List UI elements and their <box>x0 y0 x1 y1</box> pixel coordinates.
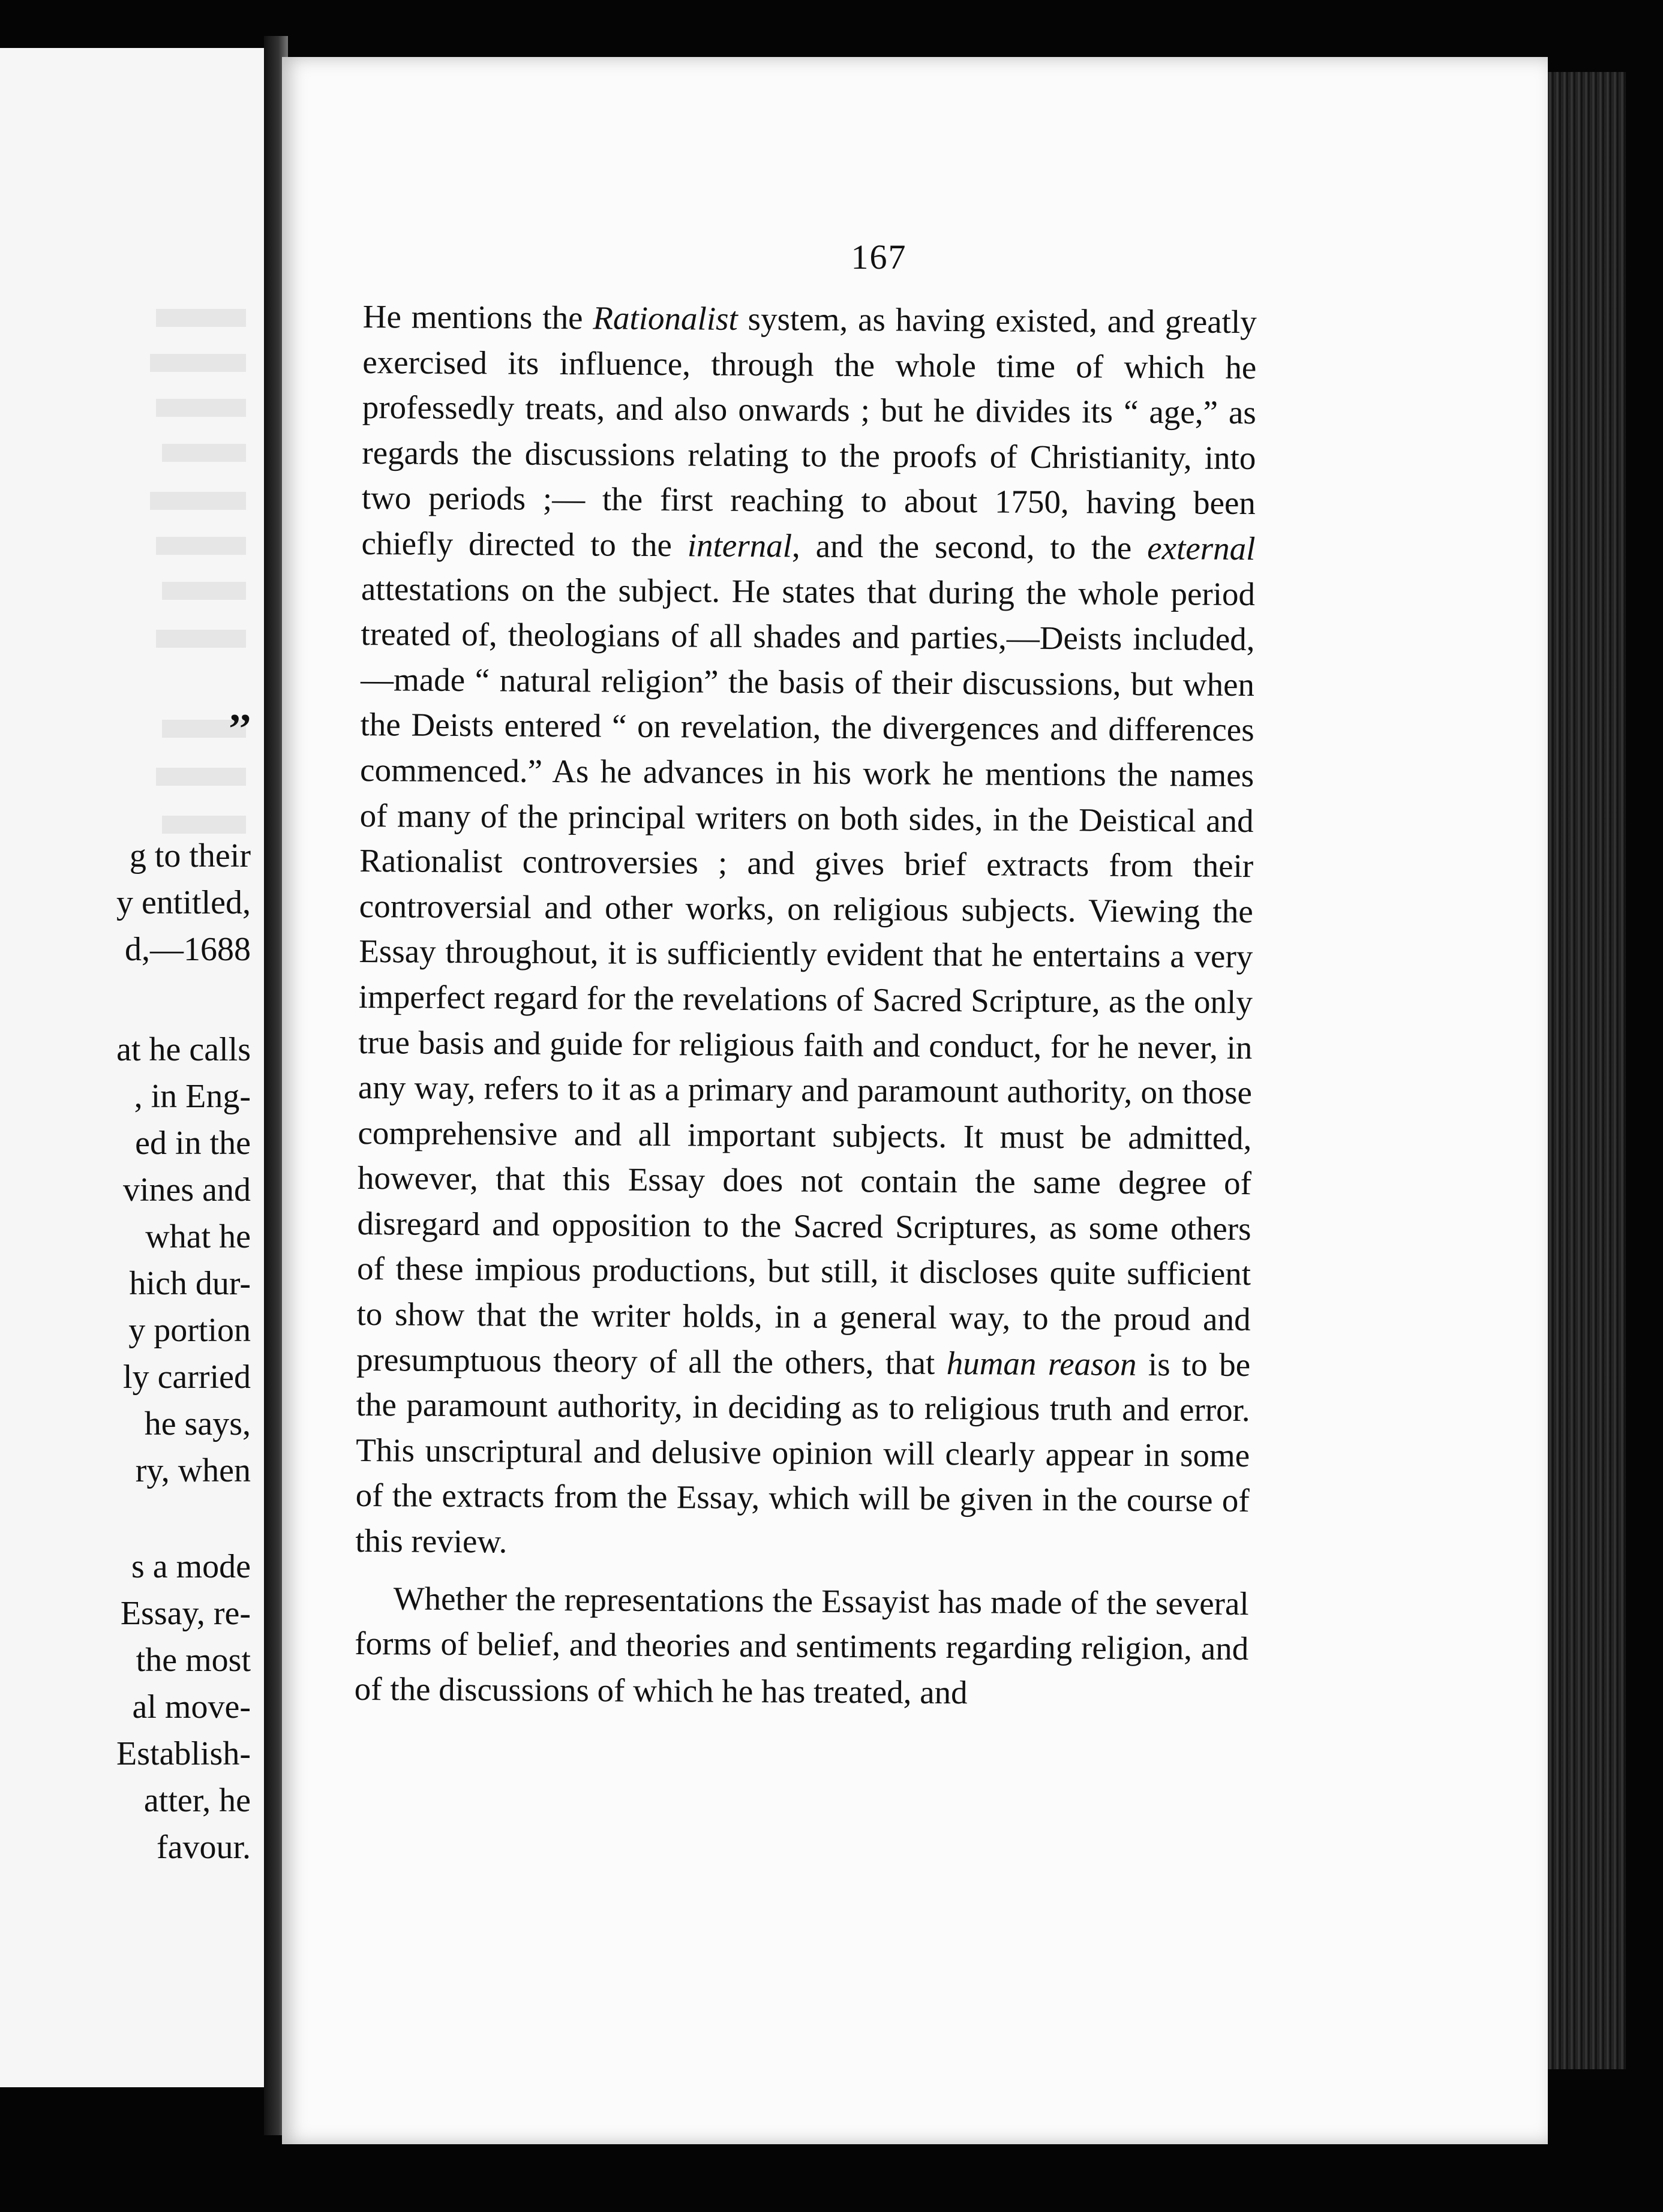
ghost-line <box>156 630 246 648</box>
paragraph <box>355 294 1257 1569</box>
left-page-line: hich dur- <box>129 1265 251 1302</box>
left-page-line: , in Eng- <box>134 1078 251 1115</box>
italic-text: human reason <box>946 1344 1137 1382</box>
left-page-line: vines and <box>122 1171 251 1209</box>
ghost-line <box>156 399 246 417</box>
left-page-line: ly carried <box>123 1359 251 1396</box>
left-page-line: Establish- <box>116 1735 251 1772</box>
italic-text: Rationalist <box>593 299 738 337</box>
text-run: is to be the paramount authority, in deciding as to religious truth and error. This unscriptural and delusive opinion will clearly appear in some of the extracts from the Essay, which will be given in the course of this review. <box>355 1345 1251 1560</box>
left-page-line: ,, <box>230 684 251 731</box>
left-page-line: he says, <box>144 1405 251 1442</box>
main-page <box>282 57 1548 2144</box>
italic-text: internal <box>687 527 793 564</box>
left-page-line: s a mode <box>131 1548 251 1585</box>
text-run: system, as having existed, and greatly exercised its influence, through the whole time of which he professedly treats, and also onwards ; but he divides its “ age,” as regards the discussions relating to the proofs of Christianity, into two periods ;— the first reaching to about 1750, having been chiefly directed to the <box>361 300 1257 564</box>
page-body <box>355 294 1257 1717</box>
ghost-line <box>162 444 246 462</box>
left-page-line: y portion <box>128 1312 251 1349</box>
left-page-line: at he calls <box>116 1031 251 1068</box>
left-page-line: what he <box>145 1218 251 1255</box>
paragraph <box>355 1576 1249 1717</box>
ghost-line <box>156 768 246 786</box>
left-page-line: the most <box>136 1642 251 1679</box>
ghost-line <box>162 582 246 600</box>
page-edges <box>1548 72 1626 2069</box>
left-page-line: g to their <box>129 837 251 874</box>
text-run: , and the second, to the <box>791 527 1148 566</box>
ghost-line <box>150 354 246 372</box>
left-page-line: d,—1688 <box>125 931 251 968</box>
left-page-line: atter, he <box>143 1782 251 1819</box>
left-page-line: ry, when <box>135 1452 251 1489</box>
text-run: attestations on the subject. He states that during the whole period treated of, theologians of all shades and parties,—Deists included,—made “ natural religion” the basis of their discussions, but when the Deists entered “ on revelation, the divergences and differences commenced.” As he advances in his work he mentions the names of many of the principal writers on both sides, in the Deistical and Rationalist controversies ; and gives brief extracts from their controversial and other works, on religious subjects. Viewing the Essay throughout, it is sufficiently evident that he entertains a very imperfect regard for the revelations of Sacred Scripture, as the only true basis and guide for religious faith and conduct, for he never, in any way, refers to it as a primary and paramount authority, on those comprehensive and all important subjects. It must be admitted, however, that this Essay does not contain the same degree of disregard and opposition to the Sacred Scriptures, as some others of these impious productions, but still, it discloses quite sufficient to show that the writer holds, in a general way, to the proud and presumptuous theory of all the others, that <box>356 570 1256 1381</box>
left-page-fragment <box>0 48 264 2087</box>
ghost-line <box>150 492 246 510</box>
text-run: He mentions the <box>362 297 593 336</box>
page-number: 167 <box>851 238 907 276</box>
italic-text: external <box>1147 529 1256 567</box>
text-run: Whether the representations the Essayist has made of the several forms of belief, and theories and sentiments regarding religion, and of the discussions of which he has treated, and <box>354 1579 1249 1711</box>
left-page-line: Essay, re- <box>120 1595 251 1632</box>
ghost-line <box>162 816 246 834</box>
left-page-line: al move- <box>132 1688 251 1726</box>
ghost-line <box>156 537 246 555</box>
left-page-line: favour. <box>156 1829 251 1866</box>
ghost-line <box>156 309 246 327</box>
left-page-line: ed in the <box>135 1125 251 1162</box>
left-page-line: y entitled, <box>116 884 251 921</box>
